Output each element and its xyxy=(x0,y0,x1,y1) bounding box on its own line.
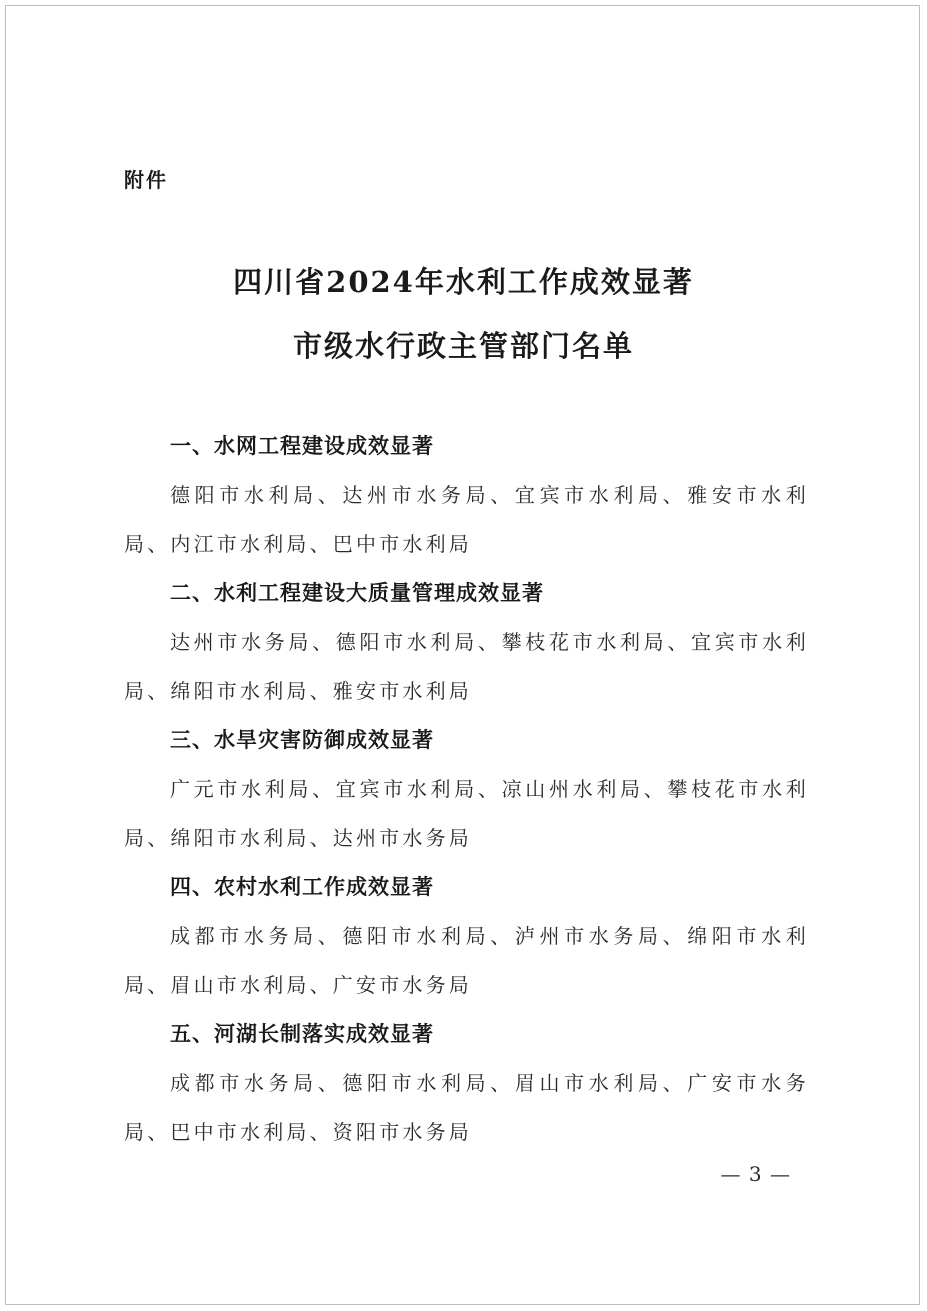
section-body: 德阳市水利局、达州市水务局、宜宾市水利局、雅安市水利局、内江市水利局、巴中市水利局 xyxy=(124,483,809,556)
section-2 xyxy=(124,569,809,716)
section-heading: 二、水利工程建设大质量管理成效显著 xyxy=(170,581,544,605)
document-title-line-1: 四川省2024年水利工作成效显著 xyxy=(233,265,694,299)
section-4 xyxy=(124,863,809,1010)
section-body: 达州市水务局、德阳市水利局、攀枝花市水利局、宜宾市水利局、绵阳市水利局、雅安市水利局 xyxy=(124,630,809,703)
section-heading: 一、水网工程建设成效显著 xyxy=(170,434,434,458)
section-3 xyxy=(124,716,809,863)
section-body: 成都市水务局、德阳市水利局、泸州市水务局、绵阳市水利局、眉山市水利局、广安市水务局 xyxy=(124,924,809,997)
section-1 xyxy=(124,422,809,569)
section-5 xyxy=(124,1010,809,1157)
section-heading: 四、农村水利工作成效显著 xyxy=(170,875,434,899)
section-heading: 三、水旱灾害防御成效显著 xyxy=(170,728,434,752)
page-number: — 3 — xyxy=(720,1162,791,1186)
section-body: 成都市水务局、德阳市水利局、眉山市水利局、广安市水务局、巴中市水利局、资阳市水务局 xyxy=(124,1071,809,1144)
document-body xyxy=(124,422,809,1157)
section-body: 广元市水利局、宜宾市水利局、凉山州水利局、攀枝花市水利局、绵阳市水利局、达州市水务局 xyxy=(124,777,809,850)
document-title-line-2: 市级水行政主管部门名单 xyxy=(292,329,634,363)
section-heading: 五、河湖长制落实成效显著 xyxy=(170,1022,434,1046)
attachment-label: 附件 xyxy=(124,168,168,192)
